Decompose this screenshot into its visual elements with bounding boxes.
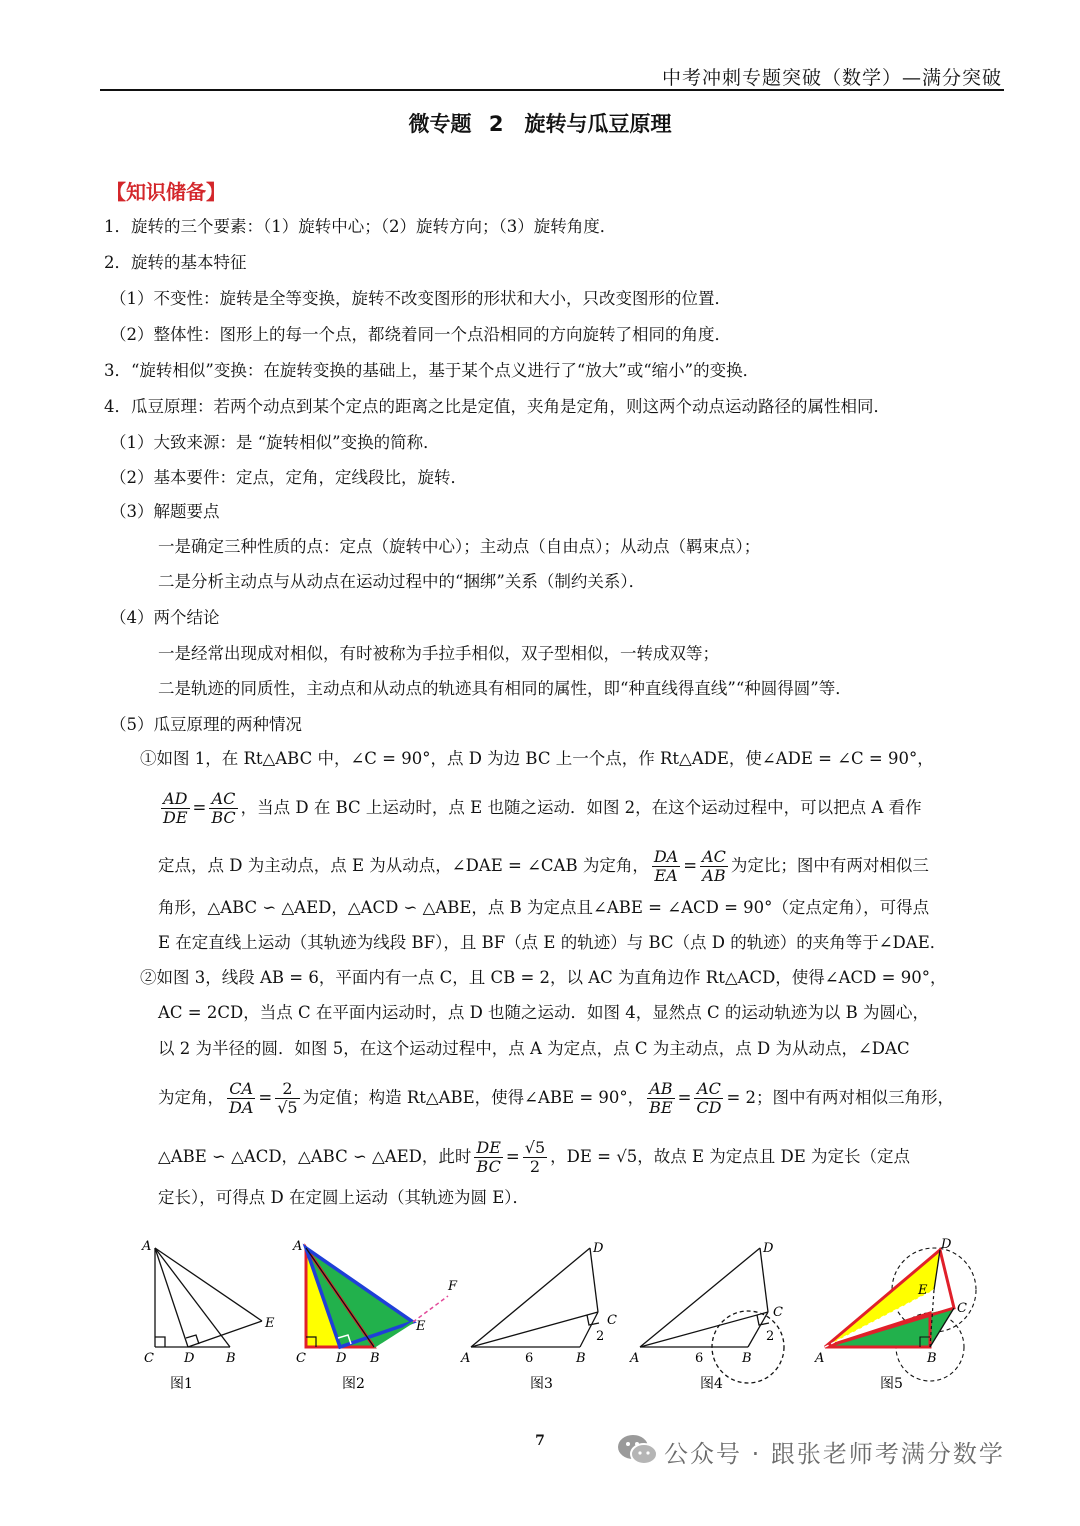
case2-line1: ②如图 3，线段 AB = 6，平面内有一点 C，且 CB = 2，以 AC 为直角边作 Rt△ACD，使得∠ACD = 90°，: [140, 968, 947, 987]
fig5-label-b: B: [927, 1351, 937, 1366]
page-title: 微专题 2 旋转与瓜豆原理: [408, 112, 672, 136]
paragraph-3: 3．“旋转相似”变换：在旋转变换的基础上，基于某个点义进行了“放大”或“缩小”的变换．: [104, 361, 760, 380]
header-rule: [100, 89, 1004, 91]
figure-5: [825, 1248, 976, 1381]
fig1-label-c: C: [144, 1351, 154, 1366]
paragraph-4-4: （4）两个结论: [110, 608, 220, 627]
fraction-root5-2: $\frac{√5}{2}$: [524, 1138, 546, 1176]
fig1-label-a: A: [142, 1239, 152, 1254]
figure-4: [640, 1248, 784, 1383]
fig1-label-e: E: [265, 1316, 275, 1331]
fig5-label-e: E: [918, 1283, 928, 1298]
page-number: 7: [535, 1433, 545, 1449]
fig1-caption: 图1: [170, 1376, 193, 1392]
fig4-label-c: C: [773, 1305, 783, 1320]
fraction-ca-da: $\frac{CA}{DA}$: [229, 1079, 254, 1117]
fraction-ad-de: $\frac{AD}{DE}$: [163, 789, 188, 827]
case2-line6: 定长），可得点 D 在定圆上运动（其轨迹为圆 E）．: [158, 1188, 530, 1207]
fig1-label-b: B: [226, 1351, 236, 1366]
fraction-ac-cd: $\frac{AC}{CD}$: [696, 1079, 722, 1117]
fig3-label-c: C: [607, 1313, 617, 1328]
section-title: 【知识储备】: [106, 180, 226, 204]
figure-1: [155, 1248, 262, 1347]
paragraph-2-2: （2）整体性：图形上的每一个点，都绕着同一个点沿相同的方向旋转了相同的角度．: [110, 325, 731, 344]
paragraph-4-3b: 二是分析主动点与从动点在运动过程中的“捆绑”关系（制约关系）．: [158, 572, 646, 591]
paragraph-4-5: （5）瓜豆原理的两种情况: [110, 715, 302, 734]
fig2-label-f: F: [448, 1279, 458, 1294]
fraction-ac-bc: $\frac{AC}{BC}$: [211, 789, 236, 827]
case1-line5: E 在定直线上运动（其轨迹为线段 BF），且 BF（点 E 的轨迹）与 BC（点 D 的轨迹）的夹角等于∠DAE．: [158, 933, 947, 952]
watermark-text: 公众号 · 跟张老师考满分数学: [664, 1440, 1005, 1468]
paragraph-4: 4．瓜豆原理：若两个动点到某个定点的距离之比是定值，夹角是定角，则这两个动点运动路径的属性相同．: [104, 397, 890, 416]
fig2-label-c: C: [296, 1351, 306, 1366]
paragraph-1: 1．旋转的三个要素：（1）旋转中心；（2）旋转方向；（3）旋转角度．: [104, 217, 617, 236]
fig2-label-d: D: [336, 1351, 347, 1366]
case2-line5: △ABE ∽ △ACD，△ABC ∽ △AED，此时 $\frac{DE}{BC}$ = $\frac{√5}{2}$ ，DE = √5，故点 E 为定点且 DE 为定长（定点: [158, 1138, 911, 1176]
fig3-label-a: A: [461, 1351, 471, 1366]
case1-line3: 定点，点 D 为主动点，点 E 为从动点，∠DAE = ∠CAB 为定角， $\frac{DA}{EA}$ = $\frac{AC}{AB}$ 为定比；图中有两对相似三: [158, 847, 929, 885]
fig3-length-cb: 2: [596, 1329, 605, 1344]
watermark: [612, 1428, 1052, 1472]
case1-line4: 角形，△ABC ∽ △AED，△ACD ∽ △ABE，点 B 为定点且∠ABE = ∠ACD = 90°（定点定角），可得点: [158, 898, 930, 917]
fig2-label-e: E: [416, 1319, 426, 1334]
fig2-label-a: A: [293, 1239, 303, 1254]
fig5-label-d: D: [941, 1237, 952, 1252]
case1-line2: $\frac{AD}{DE}$ = $\frac{AC}{BC}$ ，当点 D 在 BC 上运动时，点 E 也随之运动．如图 2，在这个运动过程中，可以把点 A 看作: [163, 789, 922, 827]
paragraph-4-4b: 二是轨迹的同质性，主动点和从动点的轨迹具有相同的属性，即“种直线得直线”“种圆得圆”等．: [158, 679, 852, 698]
fig5-caption: 图5: [880, 1376, 903, 1392]
fig3-label-d: D: [593, 1241, 604, 1256]
fraction-ab-be: $\frac{AB}{BE}$: [649, 1079, 673, 1117]
fig4-label-d: D: [763, 1241, 774, 1256]
figure-3: [471, 1248, 599, 1347]
figures: [130, 1230, 1010, 1410]
case2-line3: 以 2 为半径的圆．如图 5，在这个运动过程中，点 A 为定点，点 C 为主动点，点 D 为从动点，∠DAC: [158, 1039, 910, 1058]
fraction-de-bc: $\frac{DE}{BC}$: [476, 1138, 501, 1176]
paragraph-2: 2．旋转的基本特征: [104, 253, 247, 272]
case2-line2: AC = 2CD，当点 C 在平面内运动时，点 D 也随之运动．如图 4，显然点 C 的运动轨迹为以 B 为圆心，: [158, 1003, 930, 1022]
paragraph-4-4a: 一是经常出现成对相似，有时被称为手拉手相似，双子型相似，一转成双等；: [158, 644, 719, 663]
wechat-icon: [616, 1430, 660, 1470]
fig4-label-a: A: [630, 1351, 640, 1366]
fig5-label-a: A: [815, 1351, 825, 1366]
fig2-label-b: B: [370, 1351, 380, 1366]
paragraph-4-1: （1）大致来源：是 “旋转相似”变换的简称．: [110, 433, 440, 452]
fig3-caption: 图3: [530, 1376, 553, 1392]
fig3-length-ab: 6: [525, 1351, 534, 1366]
running-header: 中考冲刺专题突破（数学）—满分突破: [661, 67, 1002, 89]
fig1-label-d: D: [184, 1351, 195, 1366]
figure-2: [306, 1248, 448, 1347]
case2-line4: 为定角， $\frac{CA}{DA}$ = $\frac{2}{√5}$ 为定值；构造 Rt△ABE，使得∠ABE = 90°， $\frac{AB}{BE}$ = $\frac{AC}{CD}$ = 2；图中有两对相似三角形，: [158, 1079, 955, 1117]
fraction-ac-ab: $\frac{AC}{AB}$: [702, 847, 726, 885]
fig3-label-b: B: [576, 1351, 586, 1366]
case1-line1: ①如图 1，在 Rt△ABC 中，∠C = 90°，点 D 为边 BC 上一个点，作 Rt△ADE，使∠ADE = ∠C = 90°，: [140, 749, 934, 768]
fig4-caption: 图4: [700, 1376, 723, 1392]
paragraph-4-3: （3）解题要点: [110, 502, 220, 521]
paragraph-2-1: （1）不变性：旋转是全等变换，旋转不改变图形的形状和大小，只改变图形的位置．: [110, 289, 731, 308]
fig4-length-cb: 2: [766, 1329, 775, 1344]
fig4-label-b: B: [742, 1351, 752, 1366]
fraction-2-root5: $\frac{2}{√5}$: [277, 1079, 298, 1117]
fig5-label-c: C: [957, 1301, 967, 1316]
fig4-length-ab: 6: [695, 1351, 704, 1366]
fig2-caption: 图2: [342, 1376, 365, 1392]
paragraph-4-2: （2）基本要件：定点，定角，定线段比，旋转．: [110, 468, 467, 487]
fraction-da-ea: $\frac{DA}{EA}$: [653, 847, 679, 885]
paragraph-4-3a: 一是确定三种性质的点：定点（旋转中心）；主动点（自由点）；从动点（羁束点）；: [158, 537, 761, 556]
